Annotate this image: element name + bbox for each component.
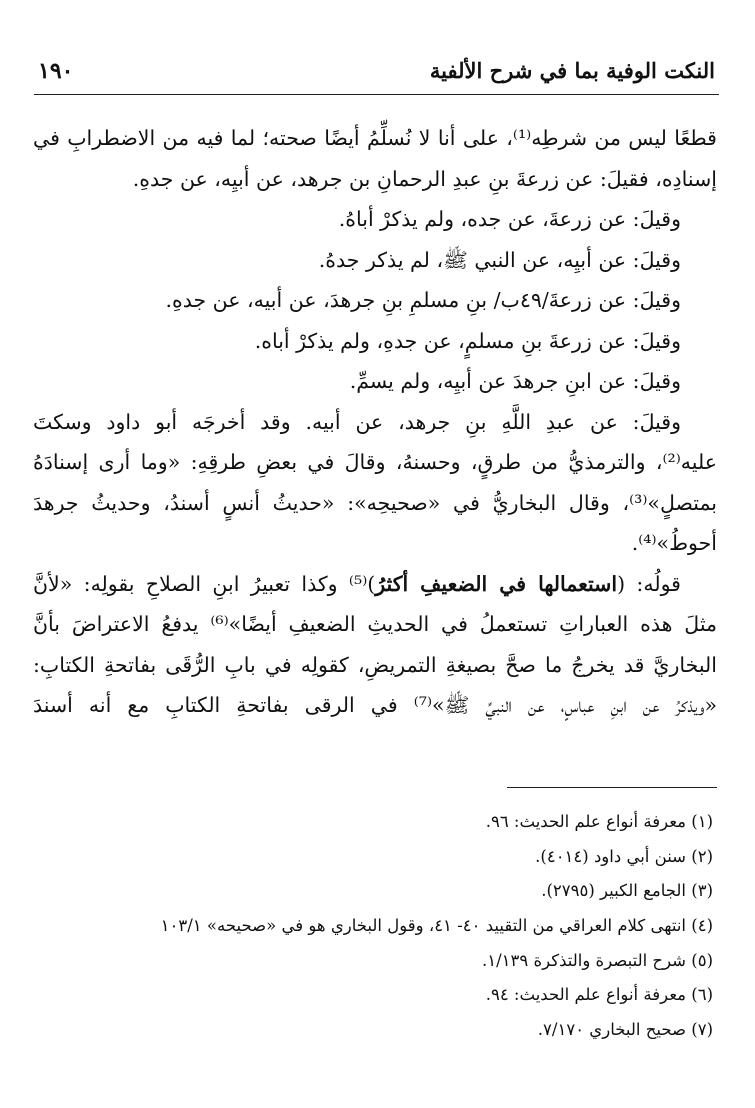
footnote: (٤) انتهى كلام العراقي من التقييد ٤٠- ٤١، وقول البخاري هو في «صحيحه» ١٠٣/١ <box>160 916 713 936</box>
running-title: النكت الوفية بما في شرح الألفية <box>429 58 715 83</box>
text-line: وقيلَ: عن عبدِ اللَّهِ بنِ جرهد، عن أبيه. وقد أخرجَه أبو داود وسكتَ <box>33 409 681 434</box>
bold-quoted-phrase: استعمالها في الضعيفِ أكثرُ <box>375 571 618 596</box>
text-line: مثلَ هذه العباراتِ تستعملُ في الحديثِ الضعيفِ أيضًا»⁽⁶⁾ يدفعُ الاعتراضَ بأنَّ <box>33 612 717 636</box>
text-line: قطعًا ليس من شرطِه⁽¹⁾، على أنا لا نُسلِّمُ أيضًا صحته؛ لما فيه من الاضطرابِ في <box>33 126 717 150</box>
line-prefix: قولُه: ( <box>617 571 681 596</box>
footnote: (٣) الجامع الكبير (٢٧٩٥). <box>541 881 713 901</box>
page-header <box>34 54 719 95</box>
text-line: وقيلَ: عن زرعةَ/٤٩ب/ بنِ مسلمِ بنِ جرهدَ، عن أبيه، عن جدهِ. <box>165 288 681 312</box>
line-suffix: )⁽⁵⁾ وكذا تعبيرُ ابنِ الصلاحِ بقولِه: «لأنَّ <box>33 571 376 596</box>
footnote: (١) معرفة أنواع علم الحديث: ٩٦. <box>485 812 713 831</box>
footnote-separator <box>507 787 717 788</box>
text-line: إسنادِه، فقيلَ: عن زرعةَ بنِ عبدِ الرحمانِ بن جرهد، عن أبيِه، عن جدهِ. <box>132 166 717 191</box>
main-text <box>33 118 717 726</box>
text-line: وقيلَ: عن زرعةَ بنِ مسلمٍ، عن جدهِ، ولم يذكرْ أباه. <box>254 328 681 353</box>
footnote: (٥) شرح التبصرة والتذكرة ١/١٣٩. <box>481 950 713 970</box>
page-number: ١٩٠ <box>38 58 74 84</box>
text-line: بمتصلٍ»⁽³⁾، وقال البخاريُّ في «صحيحِه»: «حديثُ أنسٍ أسندُ، وحديثُ جرهدَ <box>33 490 717 515</box>
text-line: وقيلَ: عن ابنِ جرهدَ عن أبيِه، ولم يسمِّ. <box>349 369 681 393</box>
text-line: وقيلَ: عن أبيِه، عن النبي ﷺ، لم يذكر جدهُ. <box>318 247 681 272</box>
text-line-with-bold <box>33 564 717 605</box>
text-line: «ويذكرُ عن ابنِ عباسٍ، عن النبيِّ ﷺ»⁽⁷⁾ في الرقى بفاتحةِ الكتابِ مع أنه أسندَ <box>33 693 717 717</box>
footnotes <box>33 805 713 1048</box>
text-line: عليه⁽²⁾، والترمذيُّ من طرقٍ، وحسنهُ، وقالَ في بعضِ طرقِهِ: «وما أرى إسنادَهُ <box>33 450 717 474</box>
footnote: (٧) صحيح البخاري ٧/١٧٠. <box>537 1020 713 1040</box>
footnote: (٦) معرفة أنواع علم الحديث: ٩٤. <box>485 985 713 1005</box>
text-line: البخاريَّ قد يخرجُ ما صحَّ بصيغةِ التمريضِ، كقولِه في بابِ الرُّقَى بفاتحةِ الكتابِ: <box>33 652 717 677</box>
text-line: أحوطُ»⁽⁴⁾. <box>631 531 717 555</box>
text-line: وقيلَ: عن زرعةَ، عن جده، ولم يذكرْ أباهُ. <box>338 207 681 231</box>
footnote: (٢) سنن أبي داود (٤٠١٤). <box>535 846 713 866</box>
